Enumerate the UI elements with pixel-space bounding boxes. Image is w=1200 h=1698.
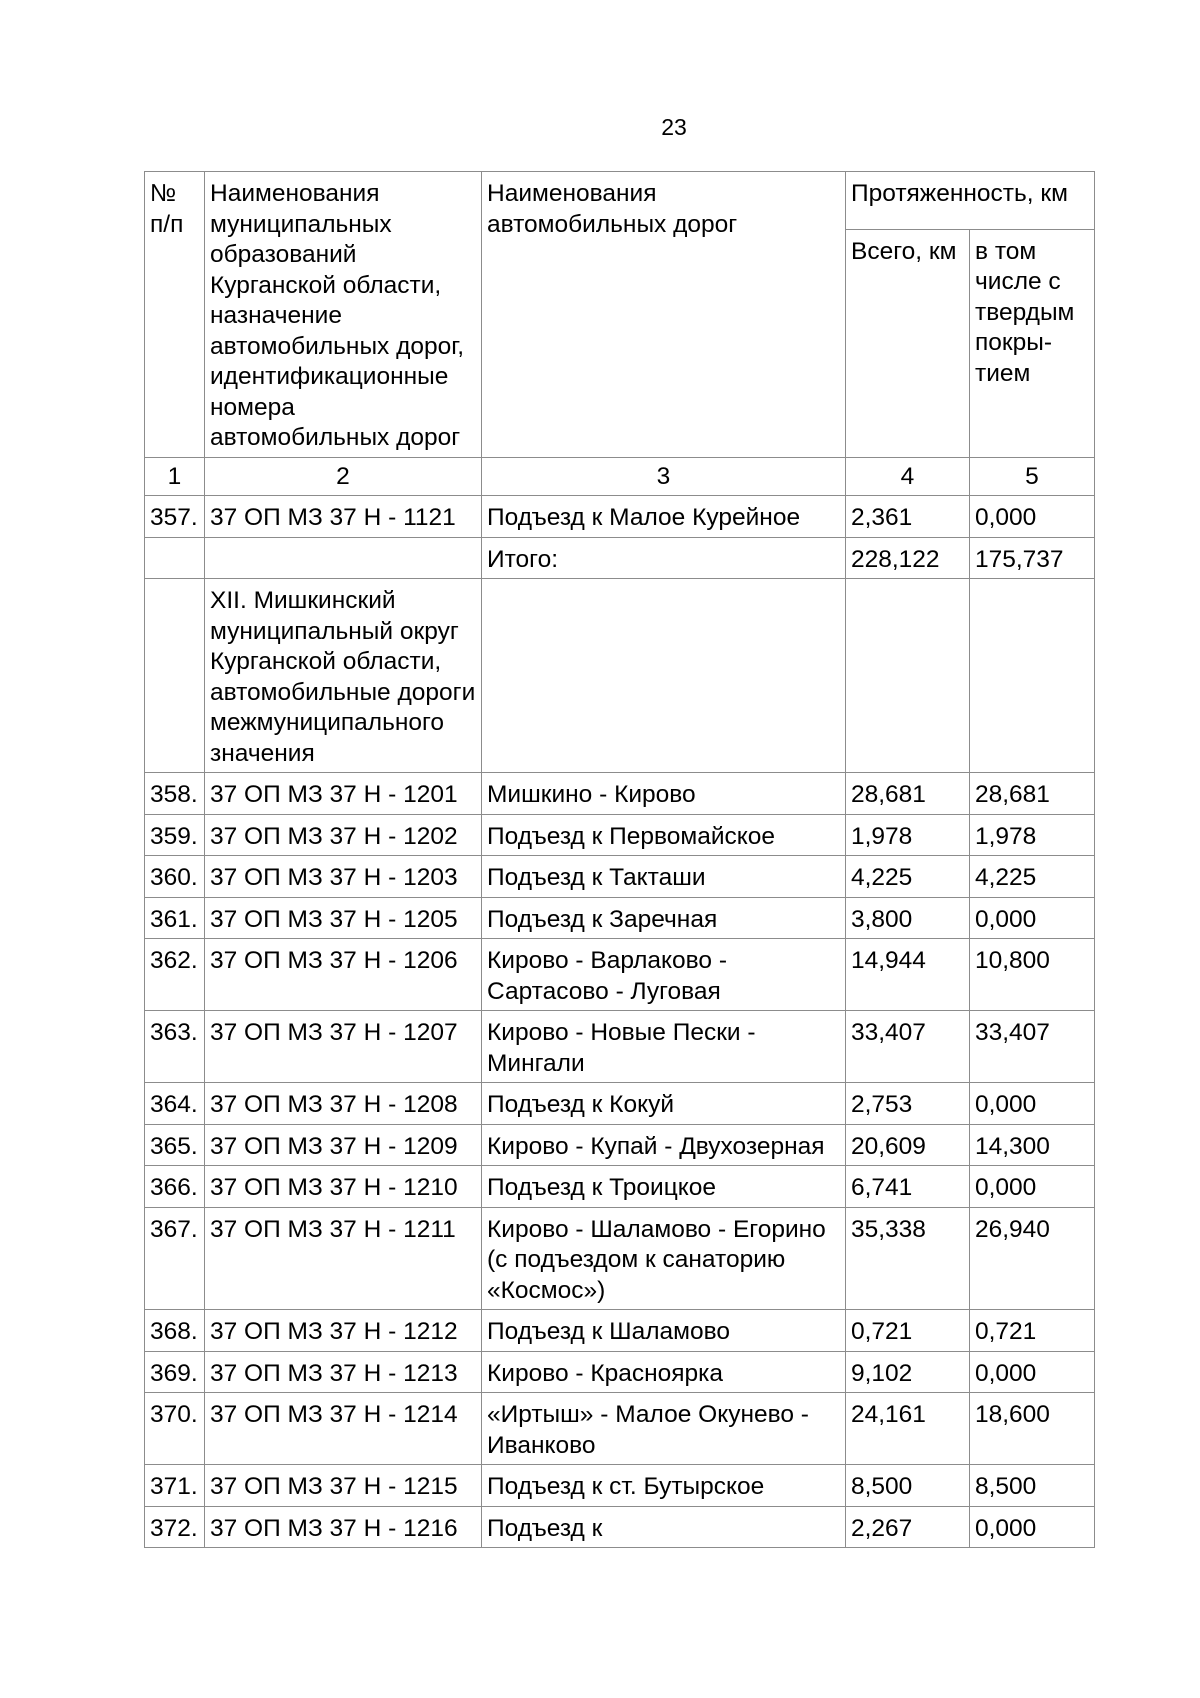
road-name: Подъезд к Кокуй [482,1083,846,1125]
length-total: 0,721 [846,1310,970,1352]
road-name: Мишкино - Кирово [482,773,846,815]
row-number: 360. [145,856,205,898]
table-row [145,1465,1095,1507]
road-id: 37 ОП МЗ 37 Н - 1206 [205,939,482,1011]
column-index: 4 [846,457,970,496]
road-id: 37 ОП МЗ 37 Н - 1209 [205,1124,482,1166]
length-total: 228,122 [846,537,970,579]
length-total: 2,361 [846,496,970,538]
length-total: 24,161 [846,1393,970,1465]
length-total: 8,500 [846,1465,970,1507]
length-hard-surface: 0,000 [970,1166,1095,1208]
road-id: 37 ОП МЗ 37 Н - 1207 [205,1011,482,1083]
length-hard-surface: 26,940 [970,1207,1095,1310]
row-number [145,537,205,579]
length-hard-surface: 0,000 [970,897,1095,939]
row-number: 357. [145,496,205,538]
page-number: 23 [661,114,687,140]
length-hard-surface: 175,737 [970,537,1095,579]
table-row [145,773,1095,815]
length-hard-surface: 1,978 [970,814,1095,856]
column-index: 5 [970,457,1095,496]
column-index-row [145,457,1095,496]
length-hard-surface: 0,000 [970,1351,1095,1393]
road-name: Подъезд к ст. Бутырское [482,1465,846,1507]
row-number: 372. [145,1506,205,1548]
header-length-group: Протяженность, км [846,172,1095,230]
column-index: 3 [482,457,846,496]
row-number: 359. [145,814,205,856]
header-number: № п/п [145,172,205,458]
road-id: 37 ОП МЗ 37 Н - 1121 [205,496,482,538]
length-total: 3,800 [846,897,970,939]
row-number: 367. [145,1207,205,1310]
header-road-name: Наименования автомобильных дорог [482,172,846,458]
column-index: 2 [205,457,482,496]
row-number: 365. [145,1124,205,1166]
table-row [145,1351,1095,1393]
road-name: Подъезд к Такташи [482,856,846,898]
road-id [205,537,482,579]
road-id: 37 ОП МЗ 37 Н - 1202 [205,814,482,856]
header-length-hard: в том числе с твердым покры-тием [970,229,1095,457]
road-id: 37 ОП МЗ 37 Н - 1212 [205,1310,482,1352]
row-number: 364. [145,1083,205,1125]
road-id: 37 ОП МЗ 37 Н - 1215 [205,1465,482,1507]
length-total: 4,225 [846,856,970,898]
road-id: 37 ОП МЗ 37 Н - 1216 [205,1506,482,1548]
table-row [145,1083,1095,1125]
road-name: Подъезд к [482,1506,846,1548]
road-name: Подъезд к Шаламово [482,1310,846,1352]
road-id: 37 ОП МЗ 37 Н - 1208 [205,1083,482,1125]
row-number: 368. [145,1310,205,1352]
road-name: Кирово - Купай - Двухозерная [482,1124,846,1166]
length-total: 35,338 [846,1207,970,1310]
table-row [145,1207,1095,1310]
road-name: Кирово - Красноярка [482,1351,846,1393]
road-name: «Иртыш» - Малое Окунево - Иванково [482,1393,846,1465]
table-row [145,1506,1095,1548]
row-number [145,579,205,773]
length-hard-surface: 8,500 [970,1465,1095,1507]
table-row [145,897,1095,939]
road-id: 37 ОП МЗ 37 Н - 1214 [205,1393,482,1465]
length-hard-surface: 0,721 [970,1310,1095,1352]
column-index: 1 [145,457,205,496]
length-total: 14,944 [846,939,970,1011]
table-row [145,1310,1095,1352]
table-row [145,814,1095,856]
length-hard-surface: 28,681 [970,773,1095,815]
road-id: XII. Мишкинский муниципальный округ Курганской области, автомобильные дороги межмуниципального значения [205,579,482,773]
table-row [145,939,1095,1011]
road-name: Подъезд к Первомайское [482,814,846,856]
road-id: 37 ОП МЗ 37 Н - 1205 [205,897,482,939]
road-name: Итого: [482,537,846,579]
length-hard-surface: 18,600 [970,1393,1095,1465]
table-body [145,496,1095,1548]
road-name: Подъезд к Троицкое [482,1166,846,1208]
table-row [145,856,1095,898]
road-id: 37 ОП МЗ 37 Н - 1213 [205,1351,482,1393]
length-total: 2,267 [846,1506,970,1548]
row-number: 358. [145,773,205,815]
length-hard-surface: 0,000 [970,1083,1095,1125]
table-row [145,537,1095,579]
row-number: 361. [145,897,205,939]
length-hard-surface: 4,225 [970,856,1095,898]
length-hard-surface: 14,300 [970,1124,1095,1166]
row-number: 369. [145,1351,205,1393]
length-total: 2,753 [846,1083,970,1125]
length-total: 33,407 [846,1011,970,1083]
header-municipality: Наименования муниципальных образований Курганской области, назначение автомобильных дорог, идентификационные номера автомобильных дорог [205,172,482,458]
length-hard-surface: 0,000 [970,1506,1095,1548]
table-row [145,1393,1095,1465]
road-name: Кирово - Шаламово - Егорино (с подъездом к санаторию «Космос») [482,1207,846,1310]
road-name: Подъезд к Малое Курейное [482,496,846,538]
road-id: 37 ОП МЗ 37 Н - 1210 [205,1166,482,1208]
row-number: 371. [145,1465,205,1507]
table-header [145,172,1095,496]
length-total [846,579,970,773]
road-name [482,579,846,773]
road-name: Кирово - Новые Пески - Мингали [482,1011,846,1083]
table-row [145,1124,1095,1166]
row-number: 366. [145,1166,205,1208]
row-number: 370. [145,1393,205,1465]
road-name: Подъезд к Заречная [482,897,846,939]
row-number: 362. [145,939,205,1011]
length-total: 20,609 [846,1124,970,1166]
length-total: 28,681 [846,773,970,815]
road-name: Кирово - Варлаково - Сартасово - Луговая [482,939,846,1011]
length-total: 9,102 [846,1351,970,1393]
length-hard-surface: 0,000 [970,496,1095,538]
length-total: 6,741 [846,1166,970,1208]
table-row [145,1166,1095,1208]
table-row [145,496,1095,538]
table-row [145,579,1095,773]
table-row [145,1011,1095,1083]
road-id: 37 ОП МЗ 37 Н - 1201 [205,773,482,815]
roads-table [144,171,1095,1548]
road-id: 37 ОП МЗ 37 Н - 1203 [205,856,482,898]
road-id: 37 ОП МЗ 37 Н - 1211 [205,1207,482,1310]
length-hard-surface [970,579,1095,773]
row-number: 363. [145,1011,205,1083]
length-total: 1,978 [846,814,970,856]
header-length-total: Всего, км [846,229,970,457]
length-hard-surface: 33,407 [970,1011,1095,1083]
length-hard-surface: 10,800 [970,939,1095,1011]
